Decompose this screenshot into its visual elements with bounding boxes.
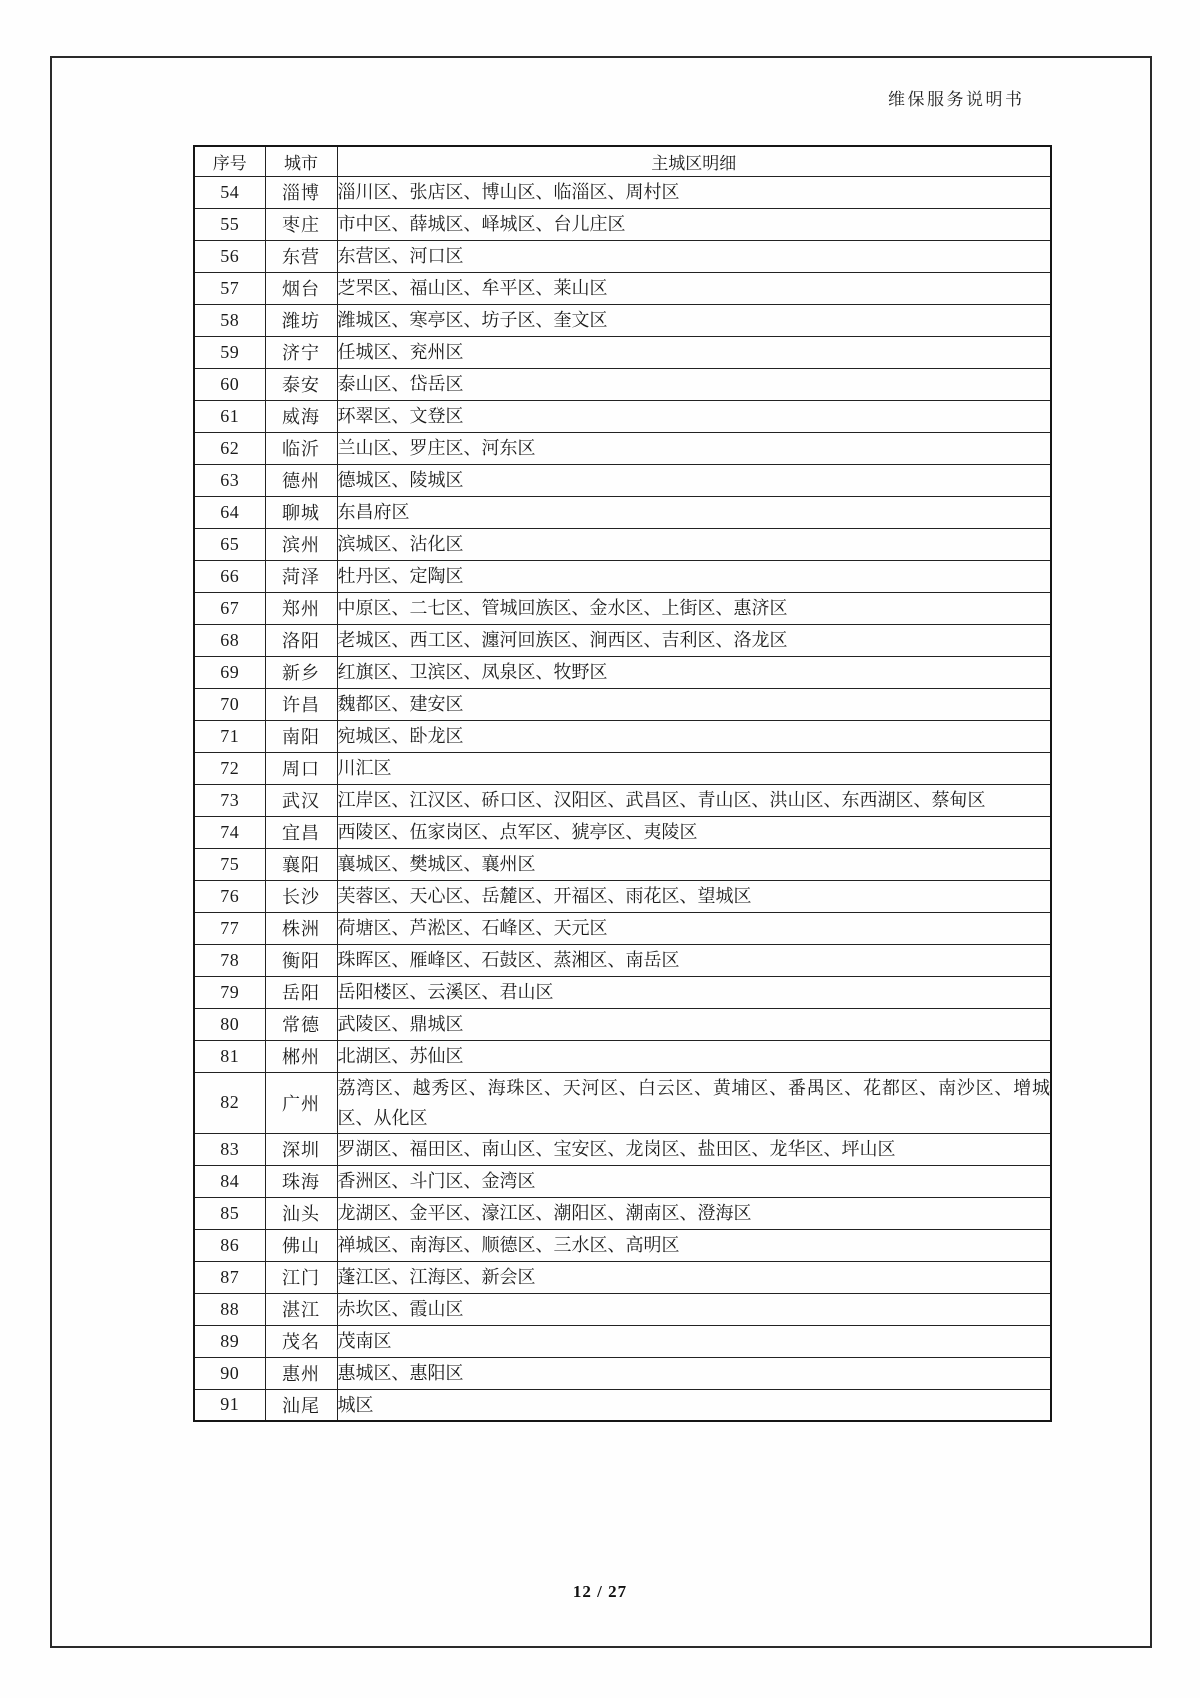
city-cell: 许昌 — [265, 688, 337, 720]
table-body — [194, 176, 1051, 1421]
column-header-number: 序号 — [194, 146, 265, 176]
row-number-cell: 91 — [194, 1389, 265, 1421]
row-number-cell: 64 — [194, 496, 265, 528]
table-row — [194, 880, 1051, 912]
city-cell: 茂名 — [265, 1325, 337, 1357]
table-row — [194, 1229, 1051, 1261]
city-cell: 株洲 — [265, 912, 337, 944]
table-row — [194, 400, 1051, 432]
city-cell: 泰安 — [265, 368, 337, 400]
districts-cell: 岳阳楼区、云溪区、君山区 — [337, 976, 1051, 1008]
districts-cell: 北湖区、苏仙区 — [337, 1040, 1051, 1072]
row-number-cell: 82 — [194, 1072, 265, 1133]
districts-cell: 香洲区、斗门区、金湾区 — [337, 1165, 1051, 1197]
table-row — [194, 1357, 1051, 1389]
table-row — [194, 464, 1051, 496]
districts-cell: 荔湾区、越秀区、海珠区、天河区、白云区、黄埔区、番禺区、花都区、南沙区、增城区、从化区 — [337, 1072, 1051, 1133]
row-number-cell: 68 — [194, 624, 265, 656]
city-cell: 烟台 — [265, 272, 337, 304]
table-row — [194, 208, 1051, 240]
city-cell: 衡阳 — [265, 944, 337, 976]
row-number-cell: 90 — [194, 1357, 265, 1389]
document-header-title: 维保服务说明书 — [888, 90, 1025, 109]
table-header-row — [194, 146, 1051, 176]
row-number-cell: 66 — [194, 560, 265, 592]
city-cell: 郑州 — [265, 592, 337, 624]
table-row — [194, 912, 1051, 944]
districts-cell: 红旗区、卫滨区、凤泉区、牧野区 — [337, 656, 1051, 688]
city-districts-table — [193, 145, 1052, 1422]
districts-cell: 西陵区、伍家岗区、点军区、猇亭区、夷陵区 — [337, 816, 1051, 848]
districts-cell: 兰山区、罗庄区、河东区 — [337, 432, 1051, 464]
table-row — [194, 784, 1051, 816]
districts-cell: 珠晖区、雁峰区、石鼓区、蒸湘区、南岳区 — [337, 944, 1051, 976]
city-cell: 佛山 — [265, 1229, 337, 1261]
row-number-cell: 73 — [194, 784, 265, 816]
table-row — [194, 656, 1051, 688]
row-number-cell: 85 — [194, 1197, 265, 1229]
districts-cell: 罗湖区、福田区、南山区、宝安区、龙岗区、盐田区、龙华区、坪山区 — [337, 1133, 1051, 1165]
city-cell: 淄博 — [265, 176, 337, 208]
city-cell: 广州 — [265, 1072, 337, 1133]
city-cell: 威海 — [265, 400, 337, 432]
table-row — [194, 240, 1051, 272]
city-cell: 郴州 — [265, 1040, 337, 1072]
table-row — [194, 560, 1051, 592]
row-number-cell: 56 — [194, 240, 265, 272]
districts-cell: 市中区、薛城区、峄城区、台儿庄区 — [337, 208, 1051, 240]
districts-cell: 荷塘区、芦淞区、石峰区、天元区 — [337, 912, 1051, 944]
table-row — [194, 1293, 1051, 1325]
table-row — [194, 976, 1051, 1008]
table-row — [194, 1133, 1051, 1165]
row-number-cell: 65 — [194, 528, 265, 560]
city-cell: 枣庄 — [265, 208, 337, 240]
row-number-cell: 57 — [194, 272, 265, 304]
city-cell: 湛江 — [265, 1293, 337, 1325]
city-cell: 滨州 — [265, 528, 337, 560]
table-row — [194, 688, 1051, 720]
table-row — [194, 592, 1051, 624]
row-number-cell: 58 — [194, 304, 265, 336]
row-number-cell: 61 — [194, 400, 265, 432]
row-number-cell: 69 — [194, 656, 265, 688]
row-number-cell: 67 — [194, 592, 265, 624]
table-row — [194, 304, 1051, 336]
city-cell: 菏泽 — [265, 560, 337, 592]
table-row — [194, 368, 1051, 400]
city-cell: 新乡 — [265, 656, 337, 688]
row-number-cell: 86 — [194, 1229, 265, 1261]
table-row — [194, 176, 1051, 208]
row-number-cell: 75 — [194, 848, 265, 880]
page-number: 12 / 27 — [572, 1582, 628, 1601]
city-cell: 襄阳 — [265, 848, 337, 880]
table-row — [194, 1261, 1051, 1293]
city-cell: 南阳 — [265, 720, 337, 752]
city-cell: 深圳 — [265, 1133, 337, 1165]
districts-cell: 滨城区、沾化区 — [337, 528, 1051, 560]
table-row — [194, 1389, 1051, 1421]
table-row — [194, 1165, 1051, 1197]
row-number-cell: 88 — [194, 1293, 265, 1325]
districts-cell: 茂南区 — [337, 1325, 1051, 1357]
districts-cell: 潍城区、寒亭区、坊子区、奎文区 — [337, 304, 1051, 336]
districts-cell: 老城区、西工区、瀍河回族区、涧西区、吉利区、洛龙区 — [337, 624, 1051, 656]
table-row — [194, 816, 1051, 848]
table-row — [194, 1197, 1051, 1229]
districts-cell: 任城区、兖州区 — [337, 336, 1051, 368]
city-cell: 珠海 — [265, 1165, 337, 1197]
districts-cell: 武陵区、鼎城区 — [337, 1008, 1051, 1040]
districts-cell: 襄城区、樊城区、襄州区 — [337, 848, 1051, 880]
table-header — [194, 146, 1051, 176]
city-cell: 宜昌 — [265, 816, 337, 848]
districts-cell: 龙湖区、金平区、濠江区、潮阳区、潮南区、澄海区 — [337, 1197, 1051, 1229]
table-row — [194, 336, 1051, 368]
row-number-cell: 72 — [194, 752, 265, 784]
row-number-cell: 59 — [194, 336, 265, 368]
table-row — [194, 752, 1051, 784]
column-header-districts: 主城区明细 — [337, 146, 1051, 176]
table-row — [194, 1008, 1051, 1040]
districts-cell: 东营区、河口区 — [337, 240, 1051, 272]
districts-cell: 芝罘区、福山区、牟平区、莱山区 — [337, 272, 1051, 304]
districts-cell: 德城区、陵城区 — [337, 464, 1051, 496]
row-number-cell: 78 — [194, 944, 265, 976]
row-number-cell: 55 — [194, 208, 265, 240]
districts-cell: 中原区、二七区、管城回族区、金水区、上街区、惠济区 — [337, 592, 1051, 624]
city-cell: 聊城 — [265, 496, 337, 528]
row-number-cell: 63 — [194, 464, 265, 496]
districts-cell: 惠城区、惠阳区 — [337, 1357, 1051, 1389]
row-number-cell: 89 — [194, 1325, 265, 1357]
districts-cell: 泰山区、岱岳区 — [337, 368, 1051, 400]
row-number-cell: 60 — [194, 368, 265, 400]
row-number-cell: 70 — [194, 688, 265, 720]
table-row — [194, 720, 1051, 752]
districts-cell: 牡丹区、定陶区 — [337, 560, 1051, 592]
city-cell: 德州 — [265, 464, 337, 496]
districts-cell: 禅城区、南海区、顺德区、三水区、高明区 — [337, 1229, 1051, 1261]
city-cell: 长沙 — [265, 880, 337, 912]
table-row — [194, 1325, 1051, 1357]
city-cell: 武汉 — [265, 784, 337, 816]
column-header-city: 城市 — [265, 146, 337, 176]
table-row — [194, 944, 1051, 976]
city-cell: 济宁 — [265, 336, 337, 368]
row-number-cell: 74 — [194, 816, 265, 848]
table-row — [194, 432, 1051, 464]
city-cell: 汕尾 — [265, 1389, 337, 1421]
city-cell: 洛阳 — [265, 624, 337, 656]
districts-cell: 环翠区、文登区 — [337, 400, 1051, 432]
districts-cell: 城区 — [337, 1389, 1051, 1421]
districts-cell: 东昌府区 — [337, 496, 1051, 528]
row-number-cell: 54 — [194, 176, 265, 208]
districts-cell: 芙蓉区、天心区、岳麓区、开福区、雨花区、望城区 — [337, 880, 1051, 912]
city-cell: 汕头 — [265, 1197, 337, 1229]
table-row — [194, 1040, 1051, 1072]
row-number-cell: 79 — [194, 976, 265, 1008]
row-number-cell: 80 — [194, 1008, 265, 1040]
districts-cell: 赤坎区、霞山区 — [337, 1293, 1051, 1325]
districts-cell: 川汇区 — [337, 752, 1051, 784]
row-number-cell: 87 — [194, 1261, 265, 1293]
city-cell: 周口 — [265, 752, 337, 784]
table-row — [194, 496, 1051, 528]
districts-cell: 魏都区、建安区 — [337, 688, 1051, 720]
city-cell: 江门 — [265, 1261, 337, 1293]
city-cell: 岳阳 — [265, 976, 337, 1008]
table-row — [194, 272, 1051, 304]
districts-cell: 江岸区、江汉区、硚口区、汉阳区、武昌区、青山区、洪山区、东西湖区、蔡甸区 — [337, 784, 1051, 816]
row-number-cell: 81 — [194, 1040, 265, 1072]
table-row — [194, 528, 1051, 560]
row-number-cell: 77 — [194, 912, 265, 944]
table-row — [194, 624, 1051, 656]
city-cell: 常德 — [265, 1008, 337, 1040]
districts-cell: 淄川区、张店区、博山区、临淄区、周村区 — [337, 176, 1051, 208]
row-number-cell: 83 — [194, 1133, 265, 1165]
row-number-cell: 71 — [194, 720, 265, 752]
table-row — [194, 848, 1051, 880]
row-number-cell: 62 — [194, 432, 265, 464]
districts-cell: 蓬江区、江海区、新会区 — [337, 1261, 1051, 1293]
table-row — [194, 1072, 1051, 1133]
city-cell: 潍坊 — [265, 304, 337, 336]
row-number-cell: 84 — [194, 1165, 265, 1197]
city-cell: 东营 — [265, 240, 337, 272]
city-cell: 惠州 — [265, 1357, 337, 1389]
row-number-cell: 76 — [194, 880, 265, 912]
districts-cell: 宛城区、卧龙区 — [337, 720, 1051, 752]
city-cell: 临沂 — [265, 432, 337, 464]
